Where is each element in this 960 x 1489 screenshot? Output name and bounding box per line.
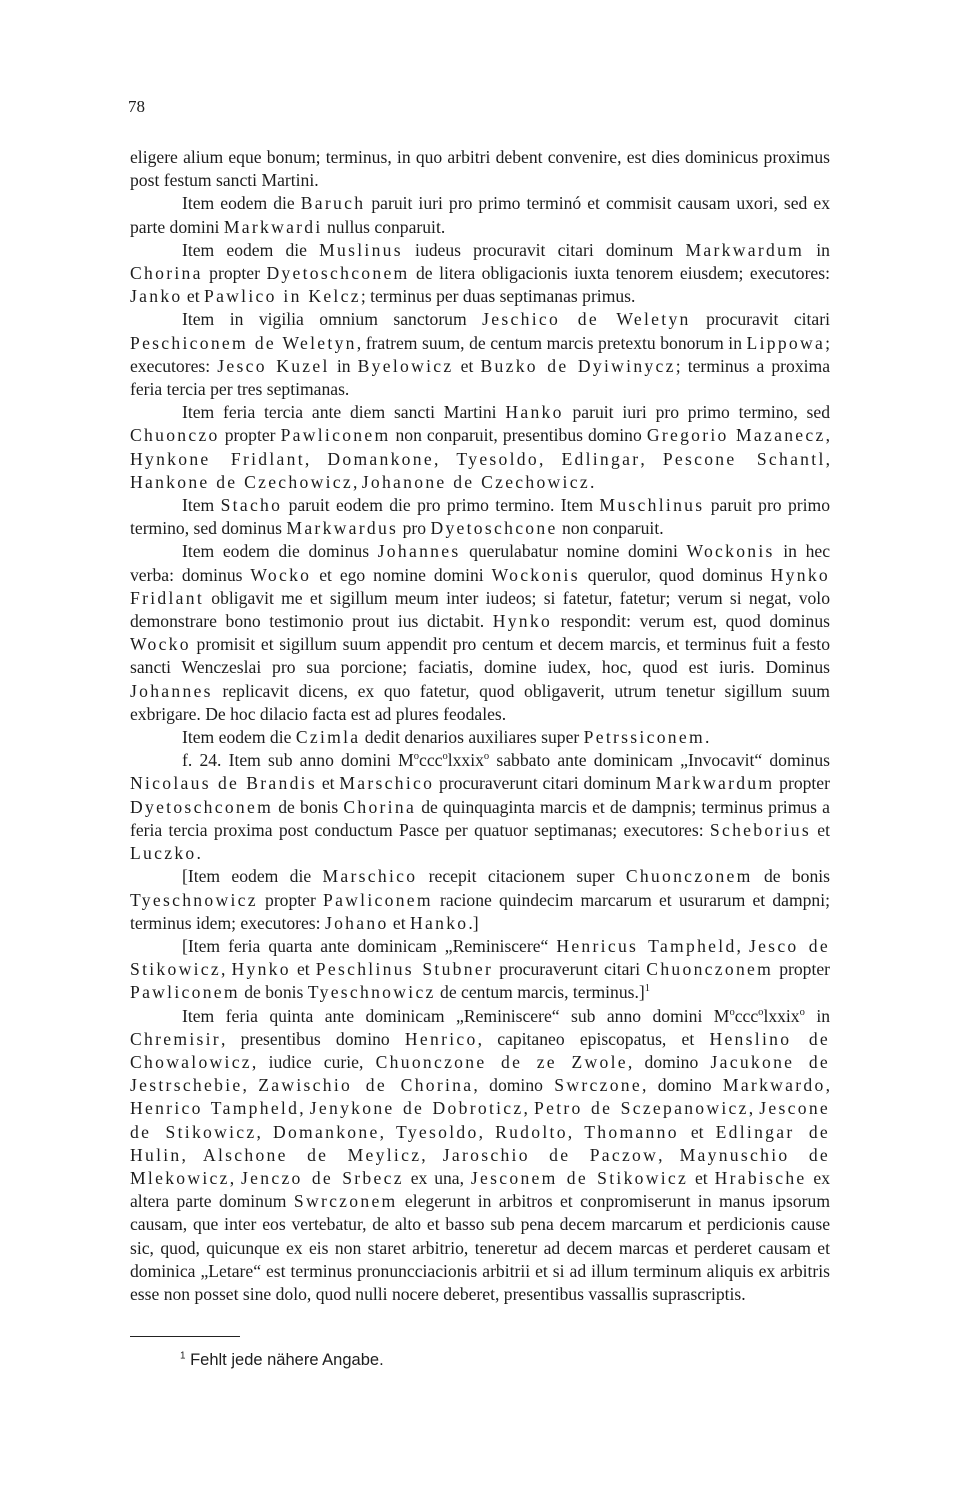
page-number: 78 <box>128 97 145 116</box>
document-body <box>130 146 830 1306</box>
footnote <box>180 1351 384 1370</box>
paragraph: eligere alium eque bonum; terminus, in quo arbitri debent convenire, est dies dominicus proximus post festum sancti Martini. <box>130 147 830 191</box>
footnote-text: Fehlt jede nähere Angabe. <box>185 1351 384 1369</box>
paragraph: Item feria quinta ante dominicam „Reminiscere“ sub anno domini $M^occc^olxxix^o$ in Chremisir, presentibus domino Henrico, capitaneo episcopatus, et Henslino de Chowalowicz, iudice curie, Chuonczone de ze Zwole, domino Jacukone de Jestrschebie, Zawischio de Chorina, domino Swrczone, domino Markwardo, Henrico Tampheld, Jenykone de Dobroticz, Petro de Sczepanowicz, Jescone de Stikowicz, Domankone, Tyesoldo, Rudolto, Thomanno et Edlingar de Hulin, Alschone de Meylicz, Jaroschio de Paczow, Maynuschio de Mlekowicz, Jenczo de Srbecz ex una, Jesconem de Stikowicz et Hrabische ex altera parte dominum Swrczonem elegerunt in arbitros et conpromiserunt in manus ipsorum causam, que inter eos vertebatur, de alto et basso sub pena decem marcarum et perdicionis cause sic, quod, quicunque ex eis non staret arbitrio, teneretur ad decem marcas et perderet causam et dominica „Letare“ est terminus pronuncciacionis arbitrii et si ad illum terminum aliquis ex arbitris esse non posset sine dolo, quod nulli nocere deberet, presentibus vassallis suprascriptis. <box>130 1005 831 1304</box>
footnote-divider <box>130 1336 240 1337</box>
paragraph: Item eodem die dominus Johannes querulabatur nomine domini Wockonis in hec verba: dominus Wocko et ego nomine domini Wockonis querulor, quod dominus Hynko Fridlant obligavit me et sigillum meum inter iudeos; si fatetur, fatetur; verum si negat, volo demonstrare bono testimonio prout ius dictabit. Hynko respondit: verum est, quod dominus Wocko promisit et sigillum suum appendit pro centum et decem marcis, et terminus fuit a festo sancti Wenczeslai pro sua porcione; faciatis, domine iudex, hoc, quod est iuris. Dominus Johannes replicavit dicens, ex quo fatetur, quod obligaverit, utrum tenetur sigillum suum exbrigare. De hoc dilacio facta est ad plures feodales. <box>130 541 830 724</box>
paragraph: [Item feria quarta ante dominicam „Reminiscere“ Henricus Tampheld, Jesco de Stikowicz, Hynko et Peschlinus Stubner procuraverunt citari Chuonczonem propter Pawliconem de bonis Tyeschnowicz de centum marcis, terminus.]$^1$ <box>130 935 831 1003</box>
paragraph: Item eodem die Baruch paruit iuri pro primo terminó et commisit causam uxori, sed ex parte domini Markwardi nullus conparuit. <box>130 193 830 237</box>
paragraph: Item in vigilia omnium sanctorum Jeschico de Weletyn procuravit citari Peschiconem de Weletyn, fratrem suum, de centum marcis pretextu bonorum in Lippowa; executores: Jesco Kuzel in Byelowicz et Buzko de Dyiwinycz; terminus a proxima feria tercia per tres septimanas. <box>130 309 831 400</box>
paragraph: [Item eodem die Marschico recepit citacionem super Chuonczonem de bonis Tyeschnowicz propter Pawliconem racione quindecim marcarum et usurarum et dampni; terminus idem; executores: Johano et Hanko.] <box>130 866 830 933</box>
paragraph: f. 24. Item sub anno domini $M^occc^olxxix^o$ sabbato ante dominicam „Invocavit“ dominus Nicolaus de Brandis et Marschico procuraverunt citari dominum Markwardum propter Dyetoschconem de bonis Chorina de quinquaginta marcis et de dampnis; terminus primus a feria tercia proxima post conductum Pasce per quatuor septimanas; executores: Scheborius et Luczko. <box>130 750 830 864</box>
paragraph: Item feria tercia ante diem sancti Martini Hanko paruit iuri pro primo termino, sed Chuonczo propter Pawliconem non conparuit, presentibus domino Gregorio Mazanecz, Hynkone Fridlant, Domankone, Tyesoldo, Edlingar, Pescone Schantl, Hankone de Czechowicz, Johanone de Czechowicz. <box>130 402 831 492</box>
footnote-marker: 1 <box>180 1350 186 1362</box>
paragraph: Item eodem die Czimla dedit denarios auxiliares super Petrssiconem. <box>182 727 710 748</box>
paragraph: Item Stacho paruit eodem die pro primo termino. Item Muschlinus paruit pro primo termino, sed dominus Markwardus pro Dyetoschcone non conparuit. <box>130 495 830 539</box>
footnote-reference: 1 <box>644 983 651 995</box>
paragraph: Item eodem die Muslinus iudeus procuravit citari dominum Markwardum in Chorina propter Dyetoschconem de litera obligacionis iuxta tenorem eiusdem; executores: Janko et Pawlico in Kelcz; terminus per duas septimanas primus. <box>130 239 830 307</box>
